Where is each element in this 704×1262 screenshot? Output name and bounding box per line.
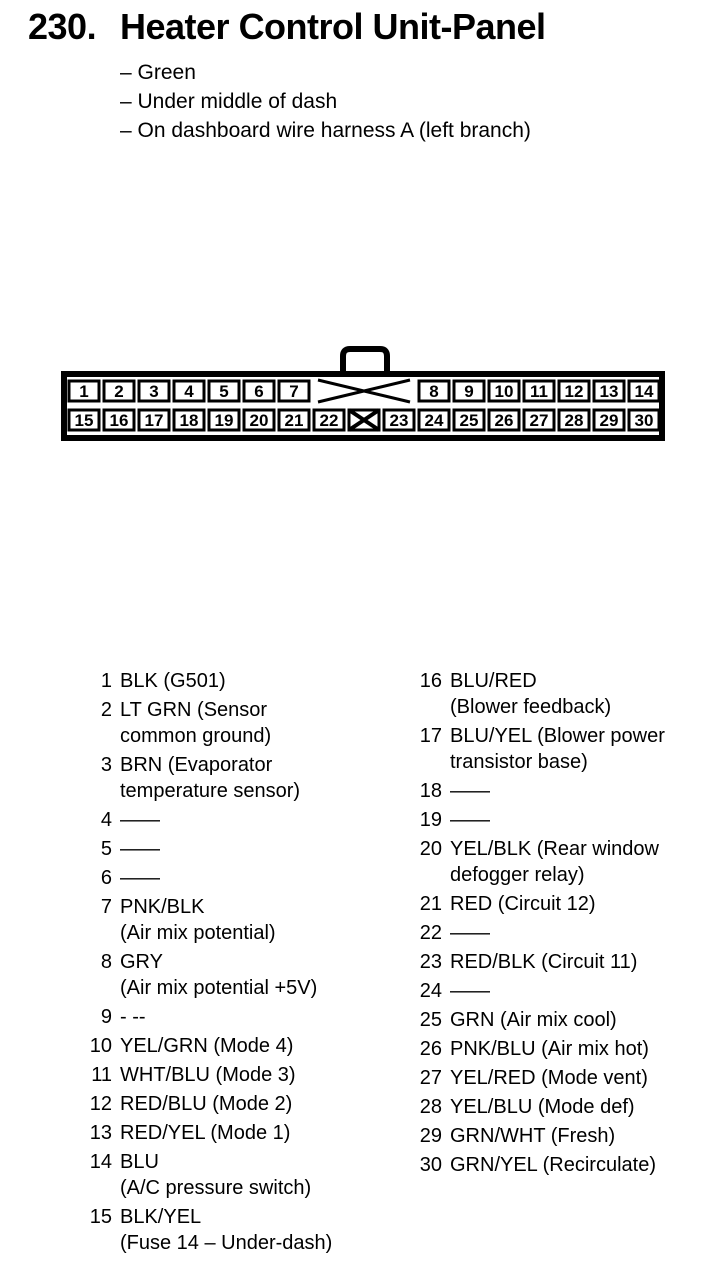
pin-description [120, 697, 271, 749]
pin-description [450, 891, 596, 917]
pin-entry [400, 778, 665, 804]
pin-description-line: GRY [120, 951, 163, 973]
pin-description-line: —— [450, 980, 490, 1002]
pin-description [450, 920, 490, 946]
pin-entry [400, 978, 665, 1004]
pin-number: 30 [419, 1154, 442, 1176]
pin-entry [70, 1120, 332, 1146]
pin-description-line: (Air mix potential) [120, 922, 276, 944]
pin-entry [400, 723, 665, 775]
pin-entry [70, 697, 332, 749]
detail-harness: – On dashboard wire harness A (left branch) [120, 119, 531, 142]
pin-number: 13 [89, 1122, 112, 1144]
pin-number: 28 [419, 1096, 442, 1118]
pin-description [450, 778, 490, 804]
pin-entry [400, 891, 665, 917]
pin-description-line: BRN (Evaporator [120, 754, 273, 776]
pin-number: 25 [419, 1009, 442, 1031]
pin-entry [400, 1152, 665, 1178]
pin-5-label: 5 [219, 382, 229, 401]
pin-29-label: 29 [599, 411, 619, 430]
pin-number: 23 [419, 951, 442, 973]
pin-entry [400, 1094, 665, 1120]
pin-number: 4 [100, 809, 112, 831]
pin-entry [70, 1062, 332, 1088]
pin-description-line: BLU [120, 1151, 159, 1173]
pin-number: 6 [100, 867, 112, 889]
pin-entry [70, 1004, 332, 1030]
pin-number: 16 [419, 670, 442, 692]
pin-description [120, 1149, 311, 1201]
pin-number: 11 [91, 1064, 112, 1086]
pin-description-line: —— [120, 809, 160, 831]
pin-number: 19 [419, 809, 442, 831]
pin-description-line: (Fuse 14 – Under-dash) [120, 1232, 333, 1254]
pin-entry [70, 865, 332, 891]
pin-entry [400, 920, 665, 946]
connector-diagram [0, 0, 704, 460]
pin-entry [400, 1065, 665, 1091]
pin-17-label: 17 [144, 411, 164, 430]
pin-23-label: 23 [389, 411, 409, 430]
pin-description [120, 949, 317, 1001]
pin-description-line: RED (Circuit 12) [450, 893, 596, 915]
pin-description-line: —— [450, 809, 490, 831]
pin-6-label: 6 [254, 382, 264, 401]
pin-description [120, 1033, 293, 1059]
pin-8-label: 8 [429, 382, 439, 401]
detail-color: – Green [120, 61, 196, 84]
pin-entry [70, 668, 332, 694]
pin-number: 20 [419, 838, 442, 860]
pin-description [450, 1123, 615, 1149]
pin-description [120, 752, 300, 804]
pin-description [120, 807, 160, 833]
pin-description [450, 1036, 649, 1062]
pin-4-label: 4 [184, 382, 194, 401]
pin-description-line: common ground) [120, 725, 272, 747]
pin-entry [70, 949, 332, 1001]
pin-description-line: RED/BLK (Circuit 11) [450, 951, 638, 973]
pin-21-label: 21 [284, 411, 304, 430]
pin-entry [400, 807, 665, 833]
pin-number: 18 [419, 780, 442, 802]
pin-number: 14 [89, 1151, 112, 1173]
pin-description-line: GRN/WHT (Fresh) [450, 1125, 616, 1147]
pin-description-line: (A/C pressure switch) [120, 1177, 312, 1199]
pin-19-label: 19 [214, 411, 234, 430]
pin-11-label: 11 [530, 382, 548, 401]
pin-description [450, 1094, 635, 1120]
pin-number: 26 [419, 1038, 442, 1060]
detail-location: – Under middle of dash [120, 90, 338, 113]
pin-description-line: BLU/RED [450, 670, 537, 692]
pin-list-left [70, 668, 332, 1259]
pin-number: 12 [89, 1093, 112, 1115]
pin-description-line: YEL/BLK (Rear window [450, 838, 659, 860]
pin-number: 2 [100, 699, 112, 721]
pin-description-line: —— [450, 922, 490, 944]
pin-description [120, 668, 226, 694]
pin-description [450, 1065, 648, 1091]
pin-list-right [400, 668, 665, 1181]
pin-description-line: —— [120, 838, 160, 860]
pin-description [120, 1120, 290, 1146]
pin-description [450, 668, 611, 720]
pin-description-line: BLK (G501) [120, 670, 226, 692]
pin-description [120, 865, 160, 891]
pin-30-label: 30 [634, 411, 654, 430]
pin-number: 29 [419, 1125, 442, 1147]
pin-22-label: 22 [319, 411, 339, 430]
pin-entry [400, 1007, 665, 1033]
pin-description-line: RED/YEL (Mode 1) [120, 1122, 291, 1144]
pin-description [450, 1007, 617, 1033]
pin-description-line: YEL/BLU (Mode def) [450, 1096, 635, 1118]
pin-18-label: 18 [179, 411, 199, 430]
pin-description-line: YEL/GRN (Mode 4) [120, 1035, 294, 1057]
pin-entry [70, 1033, 332, 1059]
pin-description-line: WHT/BLU (Mode 3) [120, 1064, 296, 1086]
pin-number: 17 [419, 725, 442, 747]
pin-20-label: 20 [249, 411, 269, 430]
pin-entry [70, 1149, 332, 1201]
pin-number: 22 [419, 922, 442, 944]
pin-description-line: BLU/YEL (Blower power [450, 725, 665, 747]
pin-12-label: 12 [564, 382, 584, 401]
pin-7-label: 7 [289, 382, 299, 401]
pin-description [450, 1152, 656, 1178]
pin-13-label: 13 [599, 382, 619, 401]
pin-25-label: 25 [459, 411, 479, 430]
pin-description [120, 894, 276, 946]
pin-entry [70, 752, 332, 804]
pin-description-line: LT GRN (Sensor [120, 699, 268, 721]
pin-description-line: defogger relay) [450, 864, 585, 886]
pin-description-line: transistor base) [450, 751, 588, 773]
pin-9-label: 9 [464, 382, 474, 401]
pin-description [120, 1062, 296, 1088]
pin-number: 5 [100, 838, 112, 860]
pin-description-line: —— [450, 780, 490, 802]
pin-number: 3 [100, 754, 112, 776]
pin-description-line: temperature sensor) [120, 780, 301, 802]
pin-3-label: 3 [149, 382, 159, 401]
pin-2-label: 2 [114, 382, 124, 401]
pin-number: 9 [100, 1006, 112, 1028]
pin-number: 24 [419, 980, 442, 1002]
pin-description [450, 949, 637, 975]
pin-description-line: - -- [120, 1006, 146, 1028]
section-number: 230. [28, 6, 97, 47]
pin-entry [400, 1036, 665, 1062]
pin-description [450, 723, 665, 775]
pin-10-label: 10 [494, 382, 514, 401]
pin-description [120, 1204, 332, 1256]
pin-number: 7 [100, 896, 112, 918]
pin-14-label: 14 [634, 382, 654, 401]
pin-16-label: 16 [109, 411, 129, 430]
pin-description [120, 1091, 292, 1117]
pin-description [450, 978, 490, 1004]
section-title: Heater Control Unit-Panel [120, 6, 546, 47]
pin-description-line: GRN (Air mix cool) [450, 1009, 617, 1031]
pin-description-line: RED/BLU (Mode 2) [120, 1093, 293, 1115]
pin-1-label: 1 [79, 382, 89, 401]
pin-26-label: 26 [494, 411, 514, 430]
pin-entry [400, 949, 665, 975]
pin-description-line: (Air mix potential +5V) [120, 977, 318, 999]
pin-27-label: 27 [529, 411, 549, 430]
pin-description-line: PNK/BLK [120, 896, 205, 918]
pin-description-line: BLK/YEL [120, 1206, 202, 1228]
pin-entry [70, 836, 332, 862]
pin-description [120, 1004, 146, 1030]
pin-entry [70, 1091, 332, 1117]
pin-description [120, 836, 160, 862]
pin-description-line: PNK/BLU (Air mix hot) [450, 1038, 649, 1060]
pin-entry [70, 807, 332, 833]
pin-description [450, 807, 490, 833]
pin-description-line: —— [120, 867, 160, 889]
pin-number: 21 [419, 893, 442, 915]
pin-number: 10 [89, 1035, 112, 1057]
pin-28-label: 28 [564, 411, 584, 430]
pin-description-line: YEL/RED (Mode vent) [450, 1067, 648, 1089]
pin-entry [400, 836, 665, 888]
pin-entry [70, 1204, 332, 1256]
pin-description-line: (Blower feedback) [450, 696, 612, 718]
pin-description [450, 836, 659, 888]
pin-entry [400, 1123, 665, 1149]
pin-entry [400, 668, 665, 720]
pin-number: 8 [100, 951, 112, 973]
pin-entry [70, 894, 332, 946]
pin-number: 27 [419, 1067, 442, 1089]
pin-number: 15 [89, 1206, 112, 1228]
pin-number: 1 [100, 670, 112, 692]
pin-description-line: GRN/YEL (Recirculate) [450, 1154, 656, 1176]
pin-15-label: 15 [74, 411, 94, 430]
pin-24-label: 24 [424, 411, 444, 430]
